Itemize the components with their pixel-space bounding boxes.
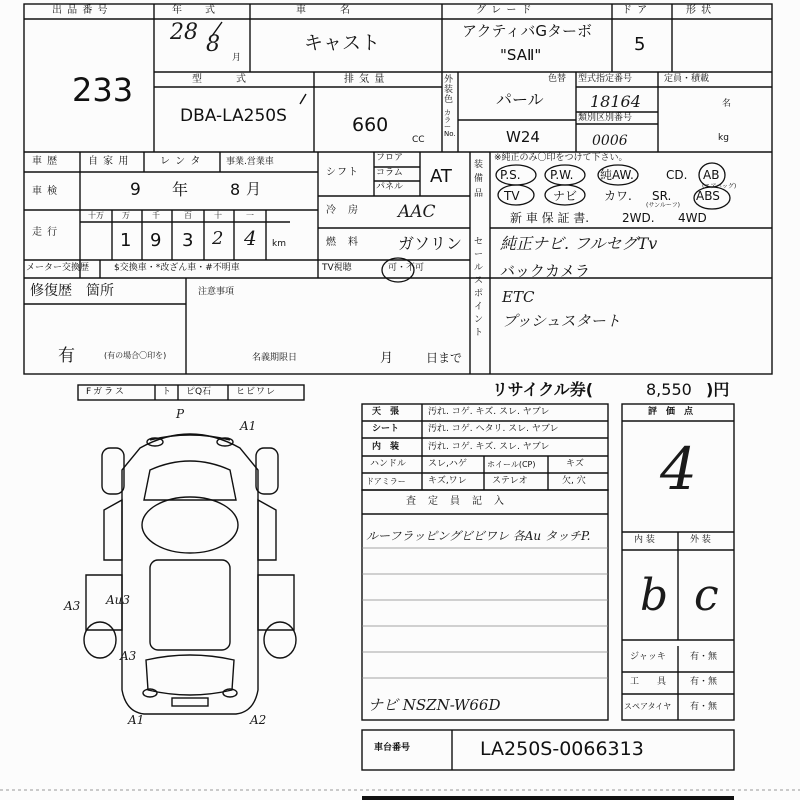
diagram-mark-a1-top: A1 <box>240 419 257 433</box>
car-name-label: 車 名 <box>296 5 351 16</box>
inspection-month-unit: 月 <box>246 180 262 198</box>
shift-panel: パネル <box>376 182 404 192</box>
model-designation-value: 18164 <box>590 92 641 111</box>
grade-line1: アクティバGターボ <box>462 22 592 40</box>
score-label: 評 価 点 <box>648 407 694 417</box>
equip-abs: ABS <box>696 189 720 203</box>
inspector-note-2: ナビ NSZN-W66D <box>368 696 501 714</box>
mileage-digit-1: 9 <box>150 230 162 251</box>
int-row-mirror-label: ドアミラー <box>366 477 406 486</box>
capacity-label: 定員・積載 <box>664 74 710 84</box>
recycle-label: リサイクル券( <box>492 380 594 399</box>
int-row-handle-text: スレ,ハゲ <box>428 459 467 469</box>
grade-label: グ レ ー ド <box>476 5 533 16</box>
history-rental: レ ン タ <box>160 156 202 167</box>
inspection-label: 車 検 <box>32 186 59 197</box>
category-no-label: 類別区別番号 <box>578 113 633 123</box>
equipment-label: 装備品 <box>474 160 484 199</box>
equip-sr-note: (サンルーフ) <box>646 202 680 209</box>
inspector-note-1: ルーフラッピングビビワレ 各Au タッチP. <box>366 529 591 543</box>
equip-tv: TV <box>504 189 520 203</box>
glass-hibi-label: ヒビワレ <box>236 387 277 397</box>
meter-notes: $交換車・*改ざん車・#不明車 <box>114 263 240 273</box>
grade-line2: "SAⅡ" <box>500 46 542 64</box>
repair-history-label: 修復歴 箇所 <box>30 283 114 299</box>
digit-place-2: 千 <box>152 211 160 220</box>
mileage-digit-0: 1 <box>120 230 132 251</box>
displacement-label: 排 気 量 <box>344 74 386 85</box>
month-unit: 月 <box>232 53 242 63</box>
int-row-ceiling-label: 天 張 <box>372 407 400 417</box>
car-name-value: キャスト <box>304 32 381 54</box>
score-value: 4 <box>660 435 697 503</box>
jack-label: ジャッキ <box>630 652 666 662</box>
equip-navi: ナビ <box>553 189 578 203</box>
digit-place-0: 十万 <box>88 211 104 220</box>
spare-label: スペアタイヤ <box>624 702 672 711</box>
history-private: 自 家 用 <box>88 156 130 167</box>
aircon-value: AAC <box>398 202 436 222</box>
int-row-stereo-text: 欠, 穴 <box>562 476 586 486</box>
year-label: 年 式 <box>172 5 216 16</box>
exterior-label: 外 装 <box>690 535 711 545</box>
mileage-digit-2: 3 <box>182 230 194 251</box>
equip-leather: カワ. <box>604 189 632 203</box>
digit-place-5: 一 <box>246 211 254 220</box>
glass-f-label: Fガラス <box>86 387 126 397</box>
equip-ab: AB <box>703 168 720 182</box>
color-value: パール <box>496 90 544 109</box>
int-row-handle-label: ハンドル <box>370 459 407 469</box>
exterior-color-label: 外装色 <box>444 75 454 105</box>
inspection-year: 9 <box>130 180 141 200</box>
equip-ps: P.S. <box>500 168 521 182</box>
month-value: 8 <box>206 32 220 57</box>
mileage-digit-3: 2 <box>212 228 224 249</box>
model-designation-label: 型式指定番号 <box>578 74 633 84</box>
jack-value: 有・無 <box>690 652 718 662</box>
deadline-day-unit: 日まで <box>426 351 463 365</box>
diagram-mark-au3: Au3 <box>106 593 131 607</box>
sales-point-4: プッシュスタート <box>502 312 621 330</box>
unit-persons: 名 <box>722 99 732 109</box>
int-row-wheel-text: キズ <box>566 459 584 469</box>
color-code-label: カラーNo. <box>444 109 456 138</box>
interior-grade: b <box>640 570 669 621</box>
diagram-mark-a1-bottom: A1 <box>128 713 145 727</box>
inspection-month: 8 <box>230 180 241 199</box>
inspection-year-unit: 年 <box>172 180 189 199</box>
color-code-value: W24 <box>506 128 540 146</box>
unit-kg: kg <box>718 133 729 143</box>
chassis-value: LA250S-0066313 <box>480 738 644 760</box>
int-row-wheel-label: ホイール(CP) <box>487 460 536 469</box>
int-row-ceiling-text: 汚れ. コゲ. キズ. スレ. ヤブレ <box>428 407 550 417</box>
lot-no-label: 出 品 番 号 <box>52 5 109 16</box>
shift-label: シフト <box>326 167 359 178</box>
repair-value: 有 <box>58 346 75 366</box>
model-label: 型 式 <box>192 74 247 85</box>
digit-place-4: 十 <box>214 211 222 220</box>
equip-ab-note: (エアバッグ) <box>702 183 737 190</box>
lot-no-value: 233 <box>72 71 134 109</box>
tv-label: TV視聴 <box>322 263 352 273</box>
digit-place-1: 万 <box>122 211 130 220</box>
doors-value: 5 <box>634 34 646 55</box>
repair-note: (有の場合〇印を) <box>104 351 167 360</box>
new-warranty-label: 新 車 保 証 書. <box>510 211 590 225</box>
tv-options: 可・不可 <box>388 263 425 273</box>
twowd-label: 2WD. <box>622 211 655 225</box>
chassis-label: 車台番号 <box>374 743 411 753</box>
mileage-unit: km <box>272 239 286 249</box>
int-row-stereo-label: ステレオ <box>492 476 528 486</box>
recycle-unit: )円 <box>706 380 730 399</box>
deadline-month-unit: 月 <box>380 351 394 366</box>
model-value: DBA-LA250S <box>180 106 287 126</box>
category-no-value: 0006 <box>592 133 628 149</box>
spare-value: 有・無 <box>690 702 718 712</box>
sales-point-3: ETC <box>502 288 535 306</box>
sales-point-2: バックカメラ <box>500 262 591 280</box>
equip-sr: SR. <box>652 189 672 203</box>
fourwd-label: 4WD <box>678 211 707 225</box>
int-row-interior-label: 内 装 <box>372 442 400 452</box>
inspector-label: 査 定 員 記 入 <box>406 496 505 507</box>
aircon-label: 冷 房 <box>326 205 359 216</box>
tools-label: 工 具 <box>630 677 667 687</box>
diagram-mark-a2: A2 <box>250 713 267 727</box>
shift-column: コラム <box>376 168 403 178</box>
notes-label: 注意事項 <box>198 287 235 297</box>
deadline-label: 名義期限日 <box>252 353 298 363</box>
equipment-note: ※純正のみ〇印をつけて下さい。 <box>494 153 628 163</box>
fuel-value: ガソリン <box>398 234 463 253</box>
mileage-label: 走 行 <box>32 227 59 238</box>
displacement-value: 660 <box>352 114 389 136</box>
sales-point-1: 純正ナビ. フルセグTv <box>500 234 658 253</box>
meter-exchange-label: メーター交換歴 <box>26 263 90 273</box>
shift-floor: フロア <box>376 153 404 163</box>
doors-label: ド ア <box>622 5 649 16</box>
history-label: 車 歴 <box>32 156 59 167</box>
shift-value: AT <box>430 166 452 187</box>
body-shape-label: 形 状 <box>686 5 713 16</box>
car-diagram <box>84 434 296 714</box>
int-row-interior-text: 汚れ. コゲ. キズ. スレ. ヤブレ <box>428 442 550 452</box>
digit-place-3: 百 <box>184 211 192 220</box>
equip-pw: P.W. <box>550 168 574 182</box>
interior-label: 内 装 <box>634 535 655 545</box>
unit-cc: CC <box>412 135 425 145</box>
equip-aw: 純AW. <box>600 168 634 182</box>
glass-piq-label: ピQ石 <box>186 387 212 397</box>
year-value: 28 <box>170 20 198 45</box>
int-row-seat-label: シート <box>372 424 400 434</box>
history-business: 事業.営業車 <box>226 157 274 167</box>
recycle-amount: 8,550 <box>646 380 692 399</box>
int-row-seat-text: 汚れ. コゲ. ヘタリ. スレ. ヤブレ <box>428 424 559 434</box>
equip-cd: CD. <box>666 168 688 182</box>
sales-points-label: セールスポイント <box>474 237 484 339</box>
color-change-label: 色替 <box>548 74 567 84</box>
tools-value: 有・無 <box>690 677 718 687</box>
diagram-mark-a3-left: A3 <box>64 599 81 613</box>
diagram-mark-p: P <box>176 407 185 421</box>
diagram-mark-a3-rear: A3 <box>120 649 137 663</box>
int-row-mirror-text: キズ,ワレ <box>428 476 467 486</box>
glass-to-label: ト <box>162 387 172 397</box>
mileage-digit-4: 4 <box>244 226 257 250</box>
fuel-label: 燃 料 <box>326 237 359 248</box>
exterior-grade: c <box>694 570 719 621</box>
